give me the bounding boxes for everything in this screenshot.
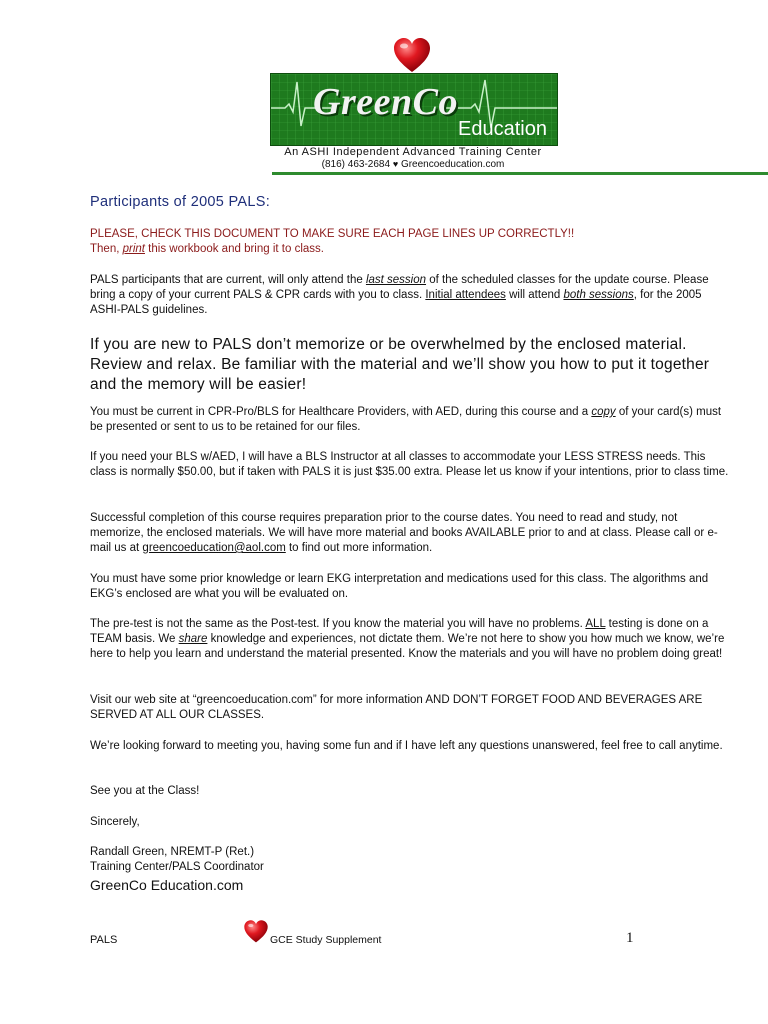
page-number: 1 [626, 930, 634, 946]
page-heading: Participants of 2005 PALS: [90, 194, 271, 210]
notice [90, 227, 730, 257]
logo-wordmark: GreenCo [313, 81, 458, 123]
paragraph-ekg: You must have some prior knowledge or learn EKG interpretation and medications used for this class. The algorithms and EKG’s enclosed are what you will be evaluated on. [90, 573, 709, 600]
paragraph-closing: We’re looking forward to meeting you, having some fun and if I have left any questions unanswered, feel free to call anytime. [90, 740, 723, 752]
paragraph-website: Visit our web site at “greencoeducation.com” for more information AND DON’T FORGET FOOD AND BEVERAGES ARE SERVED AT ALL OUR CLASSES. [90, 694, 703, 721]
greenco-logo [270, 73, 558, 146]
signature-name: Randall Green, NREMT-P (Ret.) [90, 846, 255, 858]
sincerely-line: Sincerely, [90, 816, 140, 828]
notice-line-2: Then, print this workbook and bring it to class. [90, 243, 324, 255]
notice-line-1: PLEASE, CHECK THIS DOCUMENT TO MAKE SURE EACH PAGE LINES UP CORRECTLY!! [90, 228, 575, 240]
website: Greencoeducation.com [400, 159, 505, 170]
email-link[interactable]: greencoeducation@aol.com [142, 542, 286, 554]
lead-paragraph: If you are new to PALS don’t memorize or be overwhelmed by the enclosed material. Review and relax. Be familiar with the material and we’ll show you how to put it together and the memory will be easier! [90, 336, 710, 393]
paragraph-preparation: Successful completion of this course requires preparation prior to the course dates. You need to read and study, not memorize, the enclosed materials. We will have more material and books AVAILABLE prior to and at class. Please call or e-mail us at greencoeducation@aol.com to find out more information. [90, 512, 718, 554]
see-you-line: See you at the Class! [90, 785, 200, 797]
paragraph-cpr-requirement: You must be current in CPR-Pro/BLS for Healthcare Providers, with AED, during this course and a copy of your card(s) must be presented or sent to us to be retained for our files. [90, 406, 722, 433]
footer-middle: GCE Study Supplement [270, 934, 382, 946]
paragraph-attendance: PALS participants that are current, will only attend the last session of the scheduled classes for the update course. Please bring a copy of your current PALS & CPR cards with you to class. Initial attendees will attend both sessions, for the 2005 ASHI-PALS guidelines. [90, 274, 709, 316]
paragraph-testing: The pre-test is not the same as the Post-test. If you know the material you will have no problems. ALL testing is done on a TEAM basis. We share knowledge and experiences, not dictate them. We’re not here to show you how much we know, we’re here to help you learn and understand the material presented. Know the materials and you will have no problem doing great! [90, 618, 725, 660]
tagline: An ASHI Independent Advanced Training Center [284, 146, 542, 158]
header-divider [272, 172, 768, 175]
heart-icon [392, 36, 432, 76]
signature-org: GreenCo Education.com [90, 877, 244, 893]
contact-line [0, 159, 768, 170]
logo-subtitle: Education [458, 118, 547, 140]
footer-left: PALS [90, 934, 118, 946]
heart-icon [243, 919, 269, 945]
signature-title: Training Center/PALS Coordinator [90, 861, 264, 873]
paragraph-bls: If you need your BLS w/AED, I will have a BLS Instructor at all classes to accommodate your LESS STRESS needs. This class is normally $50.00, but if taken with PALS it is just $35.00 extra. Please let us know if your intentions, prior to class time. [90, 451, 729, 478]
phone-number: (816) 463-2684 [321, 159, 391, 170]
small-heart-icon: ♥ [392, 159, 399, 169]
